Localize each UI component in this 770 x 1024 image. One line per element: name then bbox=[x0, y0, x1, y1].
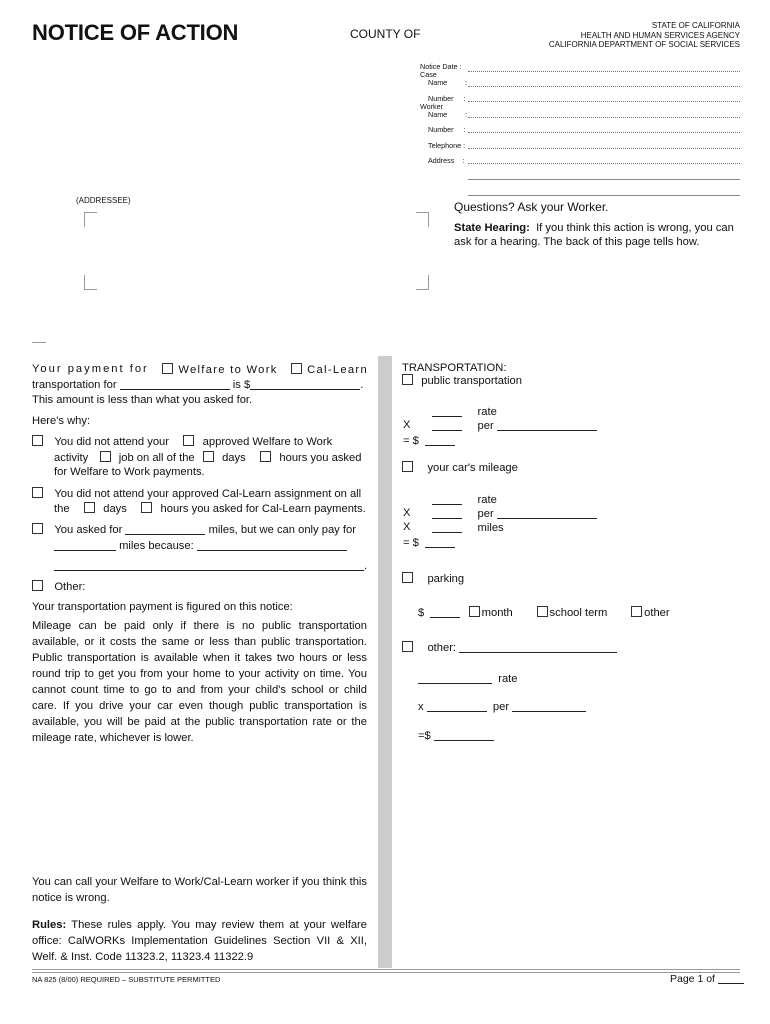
parking-amount-row: $ month school term other bbox=[418, 607, 670, 619]
reason-1-row-1: You did not attend your approved Welfare to Work bbox=[32, 435, 332, 448]
figured-text: Your transportation payment is figured on this notice: bbox=[32, 601, 293, 613]
other-row: Other: bbox=[32, 580, 85, 593]
rules-paragraph bbox=[32, 917, 367, 965]
reason-3-row-3: . bbox=[54, 559, 367, 572]
reason-3-row-2: miles because: bbox=[54, 539, 347, 552]
cal-learn-hours-checkbox[interactable] bbox=[141, 502, 152, 513]
department-line: CALIFORNIA DEPARTMENT OF SOCIAL SERVICES bbox=[548, 40, 740, 49]
miles-paid-field[interactable] bbox=[54, 539, 116, 551]
parking-other-checkbox[interactable] bbox=[631, 606, 642, 617]
other-rate-row: rate bbox=[418, 672, 518, 685]
footer-rule-bottom bbox=[32, 972, 740, 973]
other-per-qty-field[interactable] bbox=[427, 700, 487, 712]
cal-learn-days-checkbox[interactable] bbox=[84, 502, 95, 513]
case-label: Case bbox=[420, 70, 437, 79]
car-rate-row: rate bbox=[432, 493, 497, 506]
state-hearing-line1: If you think this action is wrong, you can bbox=[536, 222, 734, 234]
car-x-label-2: X bbox=[403, 521, 411, 533]
pt-per-unit-field[interactable] bbox=[497, 419, 597, 431]
pt-rate-row: rate bbox=[432, 405, 497, 418]
worker-label: Worker bbox=[420, 102, 444, 111]
pt-total-field[interactable] bbox=[425, 434, 455, 446]
address-window-corner-tr bbox=[416, 212, 429, 227]
wtw-hours-checkbox[interactable] bbox=[260, 451, 271, 462]
address-field-3[interactable] bbox=[468, 195, 740, 196]
other-total-field[interactable] bbox=[434, 729, 494, 741]
heres-why-label: Here's why: bbox=[32, 415, 91, 427]
car-x-label-1: X bbox=[403, 507, 411, 519]
worker-number-field[interactable] bbox=[468, 132, 740, 133]
transportation-heading: TRANSPORTATION: bbox=[402, 362, 507, 374]
state-hearing-block bbox=[454, 222, 734, 249]
other-transport-checkbox[interactable] bbox=[402, 641, 413, 652]
parking-amount-field[interactable] bbox=[430, 606, 460, 618]
payment-for-row: Your payment for Welfare to Work Cal-Learn bbox=[32, 363, 368, 376]
car-mileage-row: your car's mileage bbox=[402, 461, 518, 474]
form-id: NA 825 (8/00) REQUIRED – SUBSTITUTE PERMITTED bbox=[32, 975, 221, 984]
pt-total-row: = $ bbox=[403, 434, 455, 447]
reason-1-row-2: activity job on all of the days hours you asked bbox=[54, 452, 362, 464]
rules-label: Rules: bbox=[32, 919, 67, 931]
worker-name-label: Name : bbox=[428, 110, 468, 119]
parking-school-term-checkbox[interactable] bbox=[537, 606, 548, 617]
other-per-row: x per bbox=[418, 700, 586, 713]
state-hearing-line2: ask for a hearing. The back of this page tells how. bbox=[454, 235, 700, 248]
address-label: Address : bbox=[428, 156, 465, 165]
case-name-label: Name : bbox=[428, 78, 468, 87]
total-pages-field[interactable] bbox=[718, 974, 744, 984]
other-rate-field[interactable] bbox=[418, 672, 492, 684]
cal-learn-checkbox[interactable] bbox=[291, 363, 302, 374]
reason-2-row-2: the days hours you asked for Cal-Learn payments. bbox=[54, 503, 366, 515]
amount-less-text: This amount is less than what you asked for. bbox=[32, 394, 253, 406]
case-number-label: Number : bbox=[428, 94, 466, 103]
page-title: NOTICE OF ACTION bbox=[32, 20, 239, 45]
telephone-field[interactable] bbox=[468, 148, 740, 149]
reason-1-checkbox[interactable] bbox=[32, 435, 43, 446]
notice-date-label: Notice Date : bbox=[420, 62, 462, 71]
address-window-corner-br bbox=[416, 275, 429, 290]
miles-because-field-2[interactable] bbox=[54, 559, 364, 571]
addressee-label: (ADDRESSEE) bbox=[76, 196, 131, 205]
transportation-for-field[interactable] bbox=[120, 378, 230, 390]
mileage-paragraph: Mileage can be paid only if there is no public transportation available, or it costs the same or less than public transportation. Public transportation is available when it takes two hours or less round trip to get you from your home to your activity on time. You cannot count time to go to and from your child's school or child care. If you drive your car even though public transportation is available, you will be paid at the public transportation rate or the mileage rate, whichever is lower. bbox=[32, 620, 367, 744]
reason-2-checkbox[interactable] bbox=[32, 487, 43, 498]
address-field-2[interactable] bbox=[468, 179, 740, 180]
pt-x-label: X bbox=[403, 419, 411, 431]
approved-wtw-checkbox[interactable] bbox=[183, 435, 194, 446]
public-transportation-checkbox[interactable] bbox=[402, 374, 413, 385]
fold-mark bbox=[32, 342, 46, 343]
wtw-days-checkbox[interactable] bbox=[203, 451, 214, 462]
pt-per-row: per bbox=[432, 419, 597, 432]
reason-3-row-1: You asked for miles, but we can only pay for bbox=[32, 523, 356, 536]
address-field-1[interactable] bbox=[468, 163, 740, 164]
state-agency-block bbox=[549, 21, 740, 50]
questions-text: Questions? Ask your Worker. bbox=[454, 200, 609, 214]
amount-field[interactable] bbox=[250, 378, 360, 390]
other-transport-row: other: bbox=[402, 641, 617, 654]
call-worker-paragraph: You can call your Welfare to Work/Cal-Learn worker if you think this notice is wrong. bbox=[32, 876, 367, 904]
pt-per-qty-field[interactable] bbox=[432, 419, 462, 431]
address-window-corner-bl bbox=[84, 275, 97, 290]
worker-number-label: Number : bbox=[428, 125, 466, 134]
state-line: STATE OF CALIFORNIA bbox=[651, 21, 740, 30]
county-label: COUNTY OF bbox=[350, 27, 421, 41]
address-window-corner-tl bbox=[84, 212, 97, 227]
worker-name-field[interactable] bbox=[468, 117, 740, 118]
car-total-row: = $ bbox=[403, 536, 455, 549]
other-transport-field[interactable] bbox=[459, 641, 617, 653]
page-number: Page 1 of bbox=[670, 973, 744, 985]
rules-text: These rules apply. You may review them at your welfare office: CalWORKs Implementation Guidelines Section VII & XII, Welf. & Inst. Code 11323.2, 11323.4 11322.9 bbox=[32, 919, 367, 963]
state-hearing-label: State Hearing: bbox=[454, 222, 530, 234]
other-total-row: =$ bbox=[418, 729, 494, 742]
payment-for-label: Your payment for bbox=[32, 363, 149, 375]
miles-asked-field[interactable] bbox=[125, 523, 205, 535]
public-transportation-row: public transportation bbox=[402, 374, 522, 387]
footer-rule-top bbox=[32, 969, 740, 970]
car-per-unit-field[interactable] bbox=[497, 507, 597, 519]
transportation-for-row: transportation for is $ . bbox=[32, 379, 364, 391]
column-divider bbox=[378, 356, 392, 968]
car-rate-field[interactable] bbox=[432, 493, 462, 505]
reason-1-row-3: for Welfare to Work payments. bbox=[54, 466, 205, 478]
miles-because-field[interactable] bbox=[197, 539, 347, 551]
case-number-field[interactable] bbox=[468, 101, 740, 102]
car-mileage-checkbox[interactable] bbox=[402, 461, 413, 472]
parking-checkbox[interactable] bbox=[402, 572, 413, 583]
job-checkbox[interactable] bbox=[100, 451, 111, 462]
parking-month-checkbox[interactable] bbox=[469, 606, 480, 617]
other-reason-checkbox[interactable] bbox=[32, 580, 43, 591]
agency-line: HEALTH AND HUMAN SERVICES AGENCY bbox=[580, 30, 740, 40]
telephone-label: Telephone : bbox=[428, 141, 466, 150]
car-miles-row: miles bbox=[432, 521, 504, 534]
pt-rate-field[interactable] bbox=[432, 405, 462, 417]
reason-2-row-1: You did not attend your approved Cal-Learn assignment on all bbox=[32, 487, 361, 500]
car-per-row: per bbox=[432, 507, 597, 520]
welfare-to-work-checkbox[interactable] bbox=[162, 363, 173, 374]
reason-3-checkbox[interactable] bbox=[32, 523, 43, 534]
case-name-field[interactable] bbox=[468, 86, 740, 87]
other-per-unit-field[interactable] bbox=[512, 700, 586, 712]
car-per-qty-field[interactable] bbox=[432, 507, 462, 519]
parking-row: parking bbox=[402, 572, 464, 585]
car-total-field[interactable] bbox=[425, 536, 455, 548]
notice-date-field[interactable] bbox=[468, 71, 740, 72]
car-miles-field[interactable] bbox=[432, 521, 462, 533]
